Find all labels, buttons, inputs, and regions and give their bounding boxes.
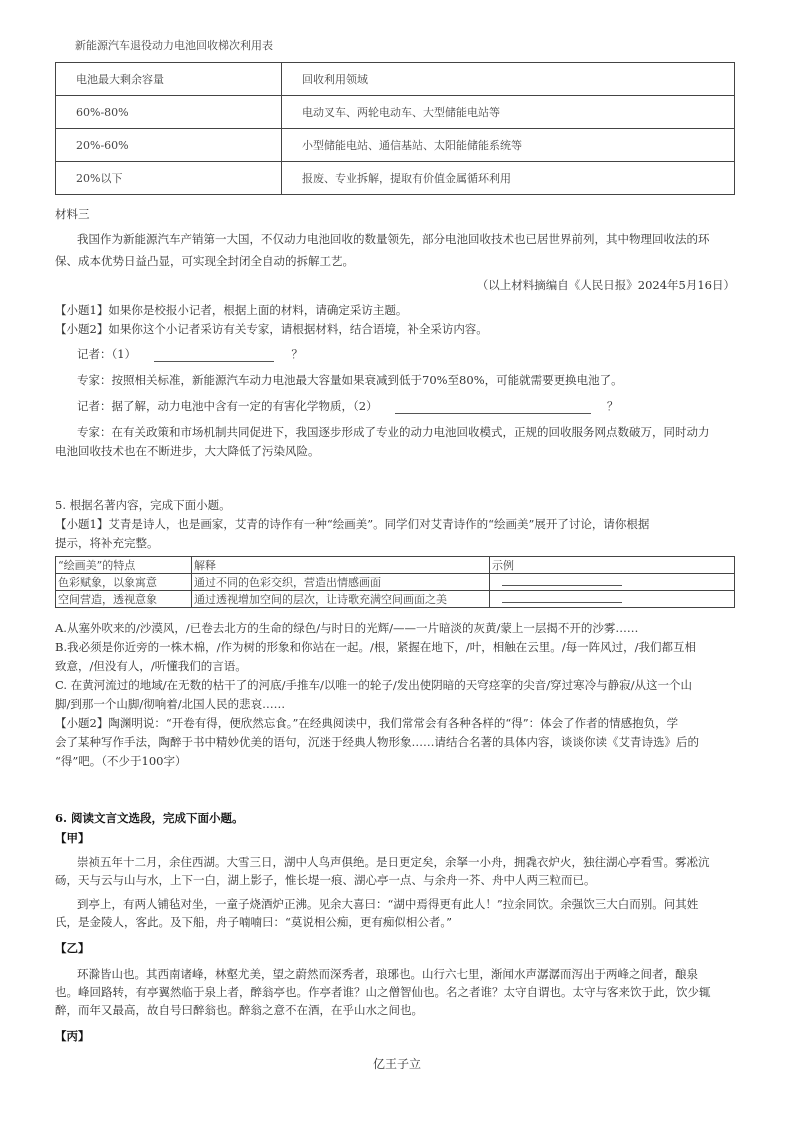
table-cell: 20%以下: [56, 162, 282, 195]
table-cell: [490, 591, 735, 608]
section-marker: 【乙】: [55, 941, 90, 955]
table-header-cell: 解释: [192, 557, 490, 574]
sub-question: 会了某种写作手法，陶醉于书中精妙优美的语句，沉迷于经典人物形象……请结合名著的具体内容，谈谈你读《艾青诗选》后的: [55, 735, 699, 749]
answer-blank[interactable]: [502, 592, 622, 603]
dialogue-line: 专家：在有关政策和市场机制共同促进下，我国逐步形成了专业的动力电池回收模式，正规的回收服务网点数破万，同时动力: [77, 425, 710, 439]
table-header-cell: 示例: [490, 557, 735, 574]
question-mark: ？: [606, 399, 619, 413]
table-cell: 色彩赋象，以象寓意: [56, 574, 192, 591]
table-row: [56, 557, 735, 574]
question-title: 6. 阅读文言文选段，完成下面小题。: [55, 811, 244, 825]
classical-text: 到亭上，有两人铺毡对坐，一童子烧酒炉正沸。见余大喜曰：“湖中焉得更有此人！”拉余同饮。余强饮三大白而别。问其姓: [77, 897, 699, 911]
table-cell: [490, 574, 735, 591]
table-cell: 报废、专业拆解，提取有价值金属循环利用: [282, 162, 735, 195]
table-row: [56, 129, 735, 162]
option-b: B.我必须是你近旁的一株木棉，/作为树的形象和你站在一起。/根，紧握在地下，/叶，相触在云里。/每一阵风过，/我们都互相: [55, 640, 696, 654]
page-footer: 亿王子立: [372, 1057, 421, 1071]
question-title: 5. 根据名著内容，完成下面小题。: [55, 498, 231, 512]
dialogue-line: [55, 398, 745, 414]
option-c: 脚/到那一个山脚/彻响着/北国人民的悲哀……: [55, 697, 286, 711]
sub-question: 提示，将补充完整。: [55, 536, 159, 550]
option-a: A.从塞外吹来的/沙漠风，/已卷去北方的生命的绿色/与时日的光辉/——一片暗淡的灰黄/蒙上一层揭不开的沙雾……: [55, 621, 639, 635]
table-row: [56, 574, 735, 591]
table-cell: 通过透视增加空间的层次，让诗歌充满空间画面之美: [192, 591, 490, 608]
option-b: 致意，/但没有人，/听懂我们的言语。: [55, 659, 247, 673]
paragraph: 我国作为新能源汽车产销第一大国，不仅动力电池回收的数量领先，部分电池回收技术也已居世界前列，其中物理回收法的环: [77, 232, 710, 246]
table1-title: 新能源汽车退役动力电池回收梯次利用表: [75, 39, 273, 52]
classical-text: 崇祯五年十二月，余住西湖。大雪三日，湖中人鸟声俱绝。是日更定矣，余拏一小舟，拥毳衣炉火，独往湖心亭看雪。雾凇沆: [77, 855, 710, 869]
option-c: C. 在黄河流过的地域/在无数的枯干了的河底/手推车/以唯一的轮子/发出使阴暗的天穹痉挛的尖音/穿过寒冷与静寂/从这一个山: [55, 678, 692, 692]
sub-question: 【小题2】陶渊明说：“开卷有得，便欣然忘食。”在经典阅读中，我们常常会有各种各样的“得”：体会了作者的情感抱负，学: [55, 716, 679, 730]
table-row: [56, 591, 735, 608]
sub-question: 【小题1】如果你是校报小记者，根据上面的材料，请确定采访主题。: [55, 303, 408, 317]
reporter-label: 记者：据了解，动力电池中含有一定的有害化学物质，（2）: [77, 399, 378, 413]
material-label: 材料三: [55, 207, 90, 221]
sub-question: 【小题1】艾青是诗人，也是画家，艾青的诗作有一种“绘画美”。同学们对艾青诗作的“绘画美”展开了讨论，请你根据: [55, 517, 650, 531]
reporter-label: 记者：（1）: [77, 347, 137, 361]
answer-blank[interactable]: [502, 575, 622, 586]
table-cell: 通过不同的色彩交织，营造出情感画面: [192, 574, 490, 591]
section-marker: 【甲】: [55, 831, 90, 845]
table-header-cell: “绘画美”的特点: [56, 557, 192, 574]
recycling-table: [55, 62, 735, 195]
answer-blank[interactable]: [154, 349, 274, 362]
section-marker: 【丙】: [55, 1029, 90, 1043]
classical-text: 也。峰回路转，有亭翼然临于泉上者，醉翁亭也。作亭者谁？山之僧智仙也。名之者谁？太守自谓也。太守与客来饮于此，饮少辄: [55, 985, 711, 999]
dialogue-line: 电池回收技术也在不断进步，大大降低了污染风险。: [55, 444, 320, 458]
table-header-cell: 回收利用领域: [282, 63, 735, 96]
sub-question: “得”吧。（不少于100字）: [55, 754, 187, 768]
dialogue-line: 专家：按照相关标准，新能源汽车动力电池最大容量如果衰减到低于70%至80%，可能就需要更换电池了。: [77, 373, 623, 387]
table-cell: 电动叉车、两轮电动车、大型储能电站等: [282, 96, 735, 129]
question-mark: ？: [291, 347, 303, 361]
table-cell: 空间营造，透视意象: [56, 591, 192, 608]
table-row: [56, 63, 735, 96]
table-row: [56, 96, 735, 129]
table-row: [56, 162, 735, 195]
classical-text: 砀，天与云与山与水，上下一白，湖上影子，惟长堤一痕、湖心亭一点、与余舟一芥、舟中人两三粒而已。: [55, 873, 596, 887]
table-cell: 60%-80%: [56, 96, 282, 129]
classical-text: 醉，而年又最高，故自号曰醉翁也。醉翁之意不在酒，在乎山水之间也。: [55, 1003, 423, 1017]
paragraph: 保、成本优势日益凸显，可实现全封闭全自动的拆解工艺。: [55, 254, 354, 268]
painting-beauty-table: [55, 556, 735, 608]
dialogue-line: [55, 346, 745, 362]
classical-text: 氏，是金陵人，客此。及下船，舟子喃喃曰：“莫说相公痴，更有痴似相公者。”: [55, 915, 453, 929]
table-cell: 20%-60%: [56, 129, 282, 162]
source-note: （以上材料摘编自《人民日报》2024年5月16日）: [476, 278, 735, 292]
table-cell: 小型储能电站、通信基站、太阳能储能系统等: [282, 129, 735, 162]
answer-blank[interactable]: [395, 401, 591, 414]
sub-question: 【小题2】如果你这个小记者采访有关专家，请根据材料，结合语境，补全采访内容。: [55, 322, 488, 336]
classical-text: 环滁皆山也。其西南诸峰，林壑尤美，望之蔚然而深秀者，琅琊也。山行六七里，渐闻水声潺潺而泻出于两峰之间者，酿泉: [77, 967, 698, 981]
table-header-cell: 电池最大剩余容量: [56, 63, 282, 96]
